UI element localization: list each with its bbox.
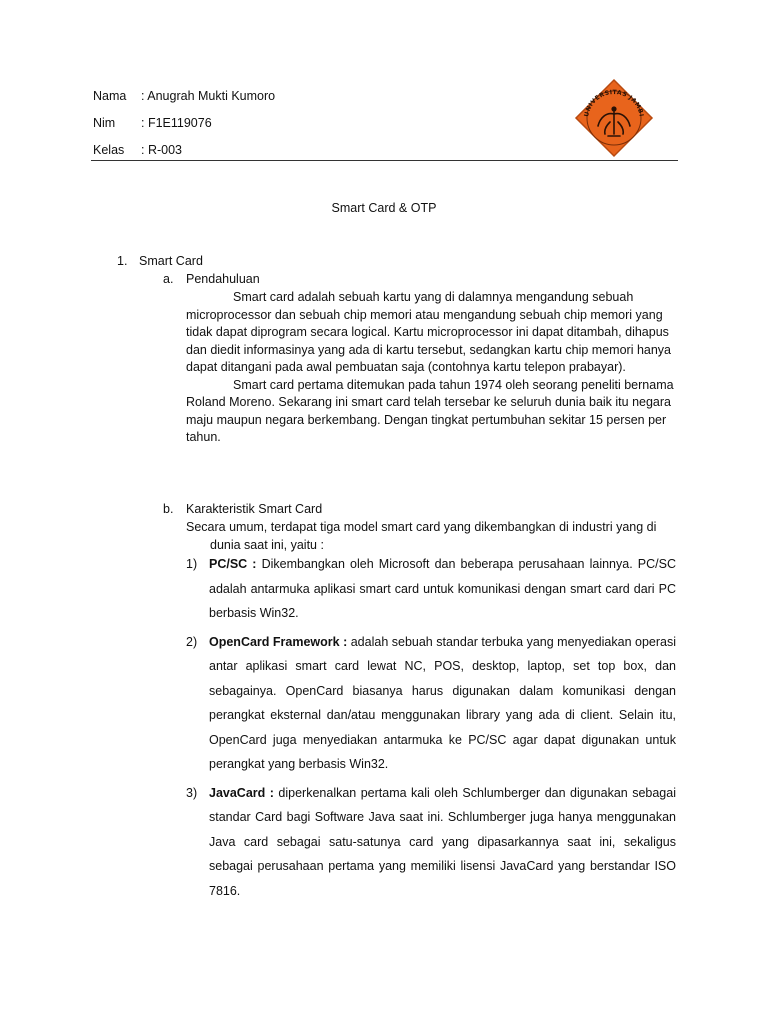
subsection-b-heading: Karakteristik Smart Card	[186, 502, 323, 516]
list-item-text: adalah sebuah standar terbuka yang menyediakan operasi antar aplikasi smart card lewat NC, POS, desktop, laptop, set top box, dan sebagainya. OpenCard biasanya harus digunakan dalam komunikasi dengan perangkat eksternal dan/atau menggunakan library yang ada di client. Selain itu, OpenCard juga menyediakan antarmuka ke PC/SC agar dapat digunakan untuk perangkat yang berbasis Win32.	[209, 634, 676, 771]
subsection-b-letter: b.	[163, 502, 174, 516]
document-title: Smart Card & OTP	[331, 201, 437, 215]
characteristics-intro-text: Secara umum, terdapat tiga model smart card yang dikembangkan di industri yang di dunia saat ini, yaitu :	[186, 520, 657, 552]
list-item	[186, 781, 676, 904]
list-item-term: PC/SC :	[209, 557, 257, 571]
header-divider	[91, 160, 678, 161]
university-logo	[572, 78, 656, 158]
name-label: Nama	[93, 89, 127, 103]
subsection-a-heading: Pendahuluan	[186, 272, 260, 286]
intro-text	[186, 289, 676, 447]
model-list	[186, 552, 676, 907]
kelas-label: Kelas	[93, 143, 125, 157]
list-item-term: JavaCard :	[209, 785, 274, 800]
nim-label: Nim	[93, 116, 116, 130]
list-item-term: OpenCard Framework :	[209, 634, 348, 649]
intro-paragraph-1: Smart card adalah sebuah kartu yang di dalamnya mengandung sebuah microprocessor dan sebuah chip memori atau mengandung sebuah chip memori yang tidak dapat diprogram secara logical. Kartu microprocessor ini dapat ditambah, dihapus dan diedit informasinya yang ada di kartu tersebut, sedangkan kartu chip memori hanya dapat ditangani pada awal pembuatan saja (contohnya kartu telepon prabayar).	[186, 290, 672, 374]
list-item	[186, 630, 676, 777]
list-item	[186, 552, 676, 626]
section-1-number: 1.	[117, 254, 128, 268]
section-1-heading: Smart Card	[139, 254, 203, 268]
logo-text: UNIVERSITAS JAMBI	[583, 88, 645, 118]
list-item-number: 3)	[186, 785, 198, 800]
subsection-a-letter: a.	[163, 272, 174, 286]
list-item-number: 1)	[186, 557, 198, 571]
nim-value: : F1E119076	[141, 116, 212, 130]
list-item-number: 2)	[186, 634, 198, 649]
list-item-text: Dikembangkan oleh Microsoft dan beberapa perusahaan lainnya. PC/SC adalah antarmuka aplikasi smart card untuk komunikasi dengan smart card dari PC berbasis Win32.	[209, 557, 676, 620]
list-item-text: diperkenalkan pertama kali oleh Schlumberger dan digunakan sebagai standar Card bagi Software Java saat ini. Schlumberger juga hanya menggunakan Java card sebagai satu-satunya card yang dipasarkannya saat ini, sekaligus sebagai perusahaan pertama yang memiliki lisensi JavaCard yang berstandar ISO 7816.	[209, 785, 676, 898]
name-value: : Anugrah Mukti Kumoro	[141, 89, 276, 103]
intro-paragraph-2: Smart card pertama ditemukan pada tahun 1974 oleh seorang peneliti bernama Roland Moreno. Sekarang ini smart card telah tersebar ke seluruh dunia baik itu negara maju maupun negara berkembang. Dengan tingkat pertumbuhan sekitar 15 persen per tahun.	[186, 377, 674, 444]
characteristics-intro	[186, 519, 666, 554]
kelas-value: : R-003	[141, 143, 182, 157]
